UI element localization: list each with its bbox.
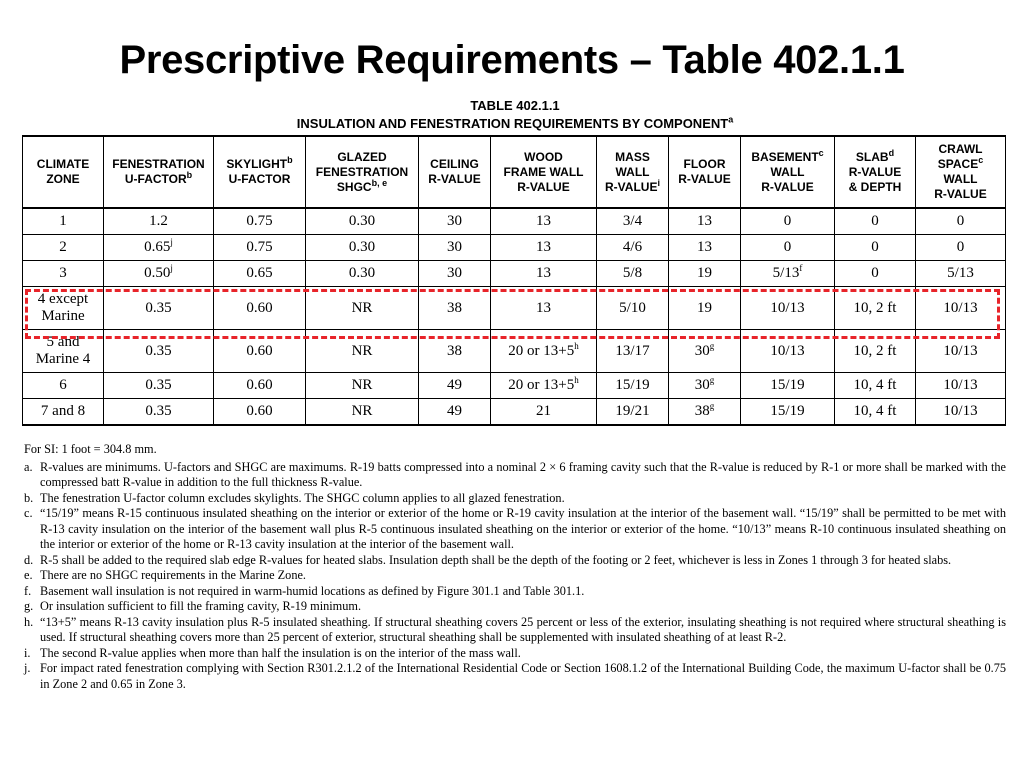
slide-title: Prescriptive Requirements – Table 402.1.1: [119, 38, 905, 82]
footnote-g: g. Or insulation sufficient to fill the framing cavity, R-19 minimum.: [24, 599, 362, 613]
cell-floor: 19: [669, 287, 741, 330]
table-row: [23, 261, 1006, 287]
cell-shgc: 0.30: [306, 208, 419, 235]
table-row: [23, 373, 1006, 399]
cell-slab: 0: [835, 208, 916, 235]
table-caption: [20, 116, 1010, 132]
cell-fenestration: 0.35: [104, 373, 214, 399]
cell-mass-wall: 3/4: [597, 208, 669, 235]
footnote-c: c. “15/19” means R-15 continuous insulated sheathing on the interior or exterior of the home or R-19 cavity insulation at the interior of the basement wall. “15/19” shall be permitted to be met with R-13 cavity insulation on the interior of the basement wall plus R-5 continuous insulated sheathing on the interior or exterior of the home. “10/13” means R-10 continuous insulated sheathing on the interior or exterior of the home or R-13 cavity insulation at the interior of the basement wall.: [24, 506, 1006, 551]
cell-basement: 15/19: [741, 399, 835, 426]
cell-basement: 10/13: [741, 330, 835, 373]
footnote-b: b. The fenestration U-factor column excludes skylights. The SHGC column applies to all glazed fenestration.: [24, 490, 565, 505]
cell-skylight: 0.60: [214, 330, 306, 373]
cell-wood-frame: 13: [491, 235, 597, 261]
footnote-f: f. Basement wall insulation is not required in warm-humid locations as defined by Figure 301.1 and Table 301.1.: [24, 583, 585, 598]
cell-fenestration: 1.2: [104, 208, 214, 235]
cell-mass-wall: 4/6: [597, 235, 669, 261]
cell-fenestration: 0.35: [104, 330, 214, 373]
header-glazed-fenestration: GLAZED FENESTRATION SHGC$^{b, e}$: [306, 136, 419, 208]
cell-slab: 10, 4 ft: [835, 399, 916, 426]
header-mass-wall: MASS WALL R-VALUE$^i$: [597, 136, 669, 208]
cell-wood-frame: 13: [491, 208, 597, 235]
header-slab: SLAB$^d$ R-VALUE & DEPTH: [835, 136, 916, 208]
cell-slab: 10, 4 ft: [835, 373, 916, 399]
requirements-table: [22, 135, 1006, 426]
cell-basement: 10/13: [741, 287, 835, 330]
cell-ceiling: 30: [419, 261, 491, 287]
table-row-zone-4: [23, 287, 1006, 330]
cell-ceiling: 38: [419, 330, 491, 373]
cell-floor: 30$^g$: [669, 330, 741, 373]
cell-shgc: NR: [306, 399, 419, 426]
cell-ceiling: 30: [419, 208, 491, 235]
cell-skylight: 0.65: [214, 261, 306, 287]
cell-skylight: 0.60: [214, 287, 306, 330]
cell-mass-wall: 13/17: [597, 330, 669, 373]
cell-zone: 3: [23, 261, 104, 287]
footnote-si: For SI: 1 foot = 304.8 mm.: [24, 442, 157, 456]
footnote-j: j. For impact rated fenestration complying with Section R301.2.1.2 of the International Residential Code or Section 1608.1.2 of the International Building Code, the maximum U-factor shall be 0.75 in Zone 2 and 0.65 in Zone 3.: [24, 661, 1006, 691]
cell-crawl: 10/13: [916, 287, 1006, 330]
cell-fenestration: 0.35: [104, 399, 214, 426]
cell-floor: 13: [669, 208, 741, 235]
header-climate-zone: CLIMATE ZONE: [23, 136, 104, 208]
cell-fenestration: 0.65$^j$: [104, 235, 214, 261]
cell-crawl: 10/13: [916, 399, 1006, 426]
footnote-e: e. There are no SHGC requirements in the Marine Zone.: [24, 568, 307, 582]
cell-crawl: 10/13: [916, 330, 1006, 373]
cell-wood-frame: 21: [491, 399, 597, 426]
cell-basement: 15/19: [741, 373, 835, 399]
cell-skylight: 0.60: [214, 373, 306, 399]
table-row: [23, 208, 1006, 235]
cell-mass-wall: 19/21: [597, 399, 669, 426]
table-caption-sup: a: [728, 114, 734, 125]
table-caption-text: INSULATION AND FENESTRATION REQUIREMENTS BY COMPONENT: [296, 116, 729, 131]
footnote-a: a. R-values are minimums. U-factors and SHGC are maximums. R-19 batts compressed into a nominal 2 × 6 framing cavity such that the R-value is reduced by R-1 or more shall be marked with the compressed batt R-value in addition to the full thickness R-value.: [24, 459, 1006, 489]
cell-zone: 7 and 8: [23, 399, 104, 426]
header-crawl-space-wall: CRAWL SPACE$^c$ WALL R-VALUE: [916, 136, 1006, 208]
table-footnotes: [24, 442, 1006, 692]
cell-mass-wall: 5/8: [597, 261, 669, 287]
cell-wood-frame: 13: [491, 287, 597, 330]
cell-zone: 1: [23, 208, 104, 235]
footnote-h: h. “13+5” means R-13 cavity insulation plus R-5 insulated sheathing. If structural sheathing covers 25 percent or less of the exterior, insulating sheathing is not required where structural sheathing is used. If structural sheathing covers more than 25 percent of exterior, structural sheathing shall be supplemented with insulated sheathing of at least R-2.: [24, 614, 1006, 644]
cell-basement: 0: [741, 235, 835, 261]
cell-crawl: 0: [916, 235, 1006, 261]
cell-skylight: 0.75: [214, 235, 306, 261]
cell-ceiling: 38: [419, 287, 491, 330]
header-basement-wall: BASEMENT$^c$ WALL R-VALUE: [741, 136, 835, 208]
cell-crawl: 5/13: [916, 261, 1006, 287]
table-row: [23, 399, 1006, 426]
header-wood-frame-wall: WOOD FRAME WALL R-VALUE: [491, 136, 597, 208]
cell-mass-wall: 5/10: [597, 287, 669, 330]
cell-slab: 0: [835, 235, 916, 261]
cell-ceiling: 49: [419, 373, 491, 399]
cell-ceiling: 30: [419, 235, 491, 261]
cell-slab: 0: [835, 261, 916, 287]
cell-shgc: NR: [306, 287, 419, 330]
cell-fenestration: 0.50$^j$: [104, 261, 214, 287]
cell-slab: 10, 2 ft: [835, 330, 916, 373]
cell-floor: 30$^g$: [669, 373, 741, 399]
table-number: TABLE 402.1.1: [470, 98, 560, 113]
cell-floor: 38$^g$: [669, 399, 741, 426]
cell-zone: 6: [23, 373, 104, 399]
table-row: [23, 235, 1006, 261]
cell-shgc: 0.30: [306, 235, 419, 261]
cell-zone: 2: [23, 235, 104, 261]
cell-ceiling: 49: [419, 399, 491, 426]
cell-wood-frame: 13: [491, 261, 597, 287]
header-row: [23, 136, 1006, 208]
cell-shgc: NR: [306, 330, 419, 373]
header-skylight: SKYLIGHT$^b$ U-FACTOR: [214, 136, 306, 208]
cell-zone: 5 and Marine 4: [23, 330, 104, 373]
cell-fenestration: 0.35: [104, 287, 214, 330]
cell-crawl: 0: [916, 208, 1006, 235]
cell-zone: 4 except Marine: [23, 287, 104, 330]
header-fenestration: FENESTRATION U-FACTOR$^b$: [104, 136, 214, 208]
cell-basement: 5/13$^f$: [741, 261, 835, 287]
cell-basement: 0: [741, 208, 835, 235]
cell-crawl: 10/13: [916, 373, 1006, 399]
cell-skylight: 0.75: [214, 208, 306, 235]
footnote-i: i. The second R-value applies when more than half the insulation is on the interior of the mass wall.: [24, 645, 521, 660]
cell-floor: 19: [669, 261, 741, 287]
header-floor: FLOOR R-VALUE: [669, 136, 741, 208]
cell-wood-frame: 20 or $13+5^h$: [491, 330, 597, 373]
cell-skylight: 0.60: [214, 399, 306, 426]
header-ceiling: CEILING R-VALUE: [419, 136, 491, 208]
cell-shgc: NR: [306, 373, 419, 399]
cell-floor: 13: [669, 235, 741, 261]
cell-mass-wall: 15/19: [597, 373, 669, 399]
cell-shgc: 0.30: [306, 261, 419, 287]
footnote-d: d. R-5 shall be added to the required slab edge R-values for heated slabs. Insulation depth shall be the depth of the footing or 2 feet, whichever is less in Zones 1 through 3 for heated slabs.: [24, 552, 952, 567]
cell-wood-frame: 20 or $13+5^h$: [491, 373, 597, 399]
table-row: [23, 330, 1006, 373]
cell-slab: 10, 2 ft: [835, 287, 916, 330]
